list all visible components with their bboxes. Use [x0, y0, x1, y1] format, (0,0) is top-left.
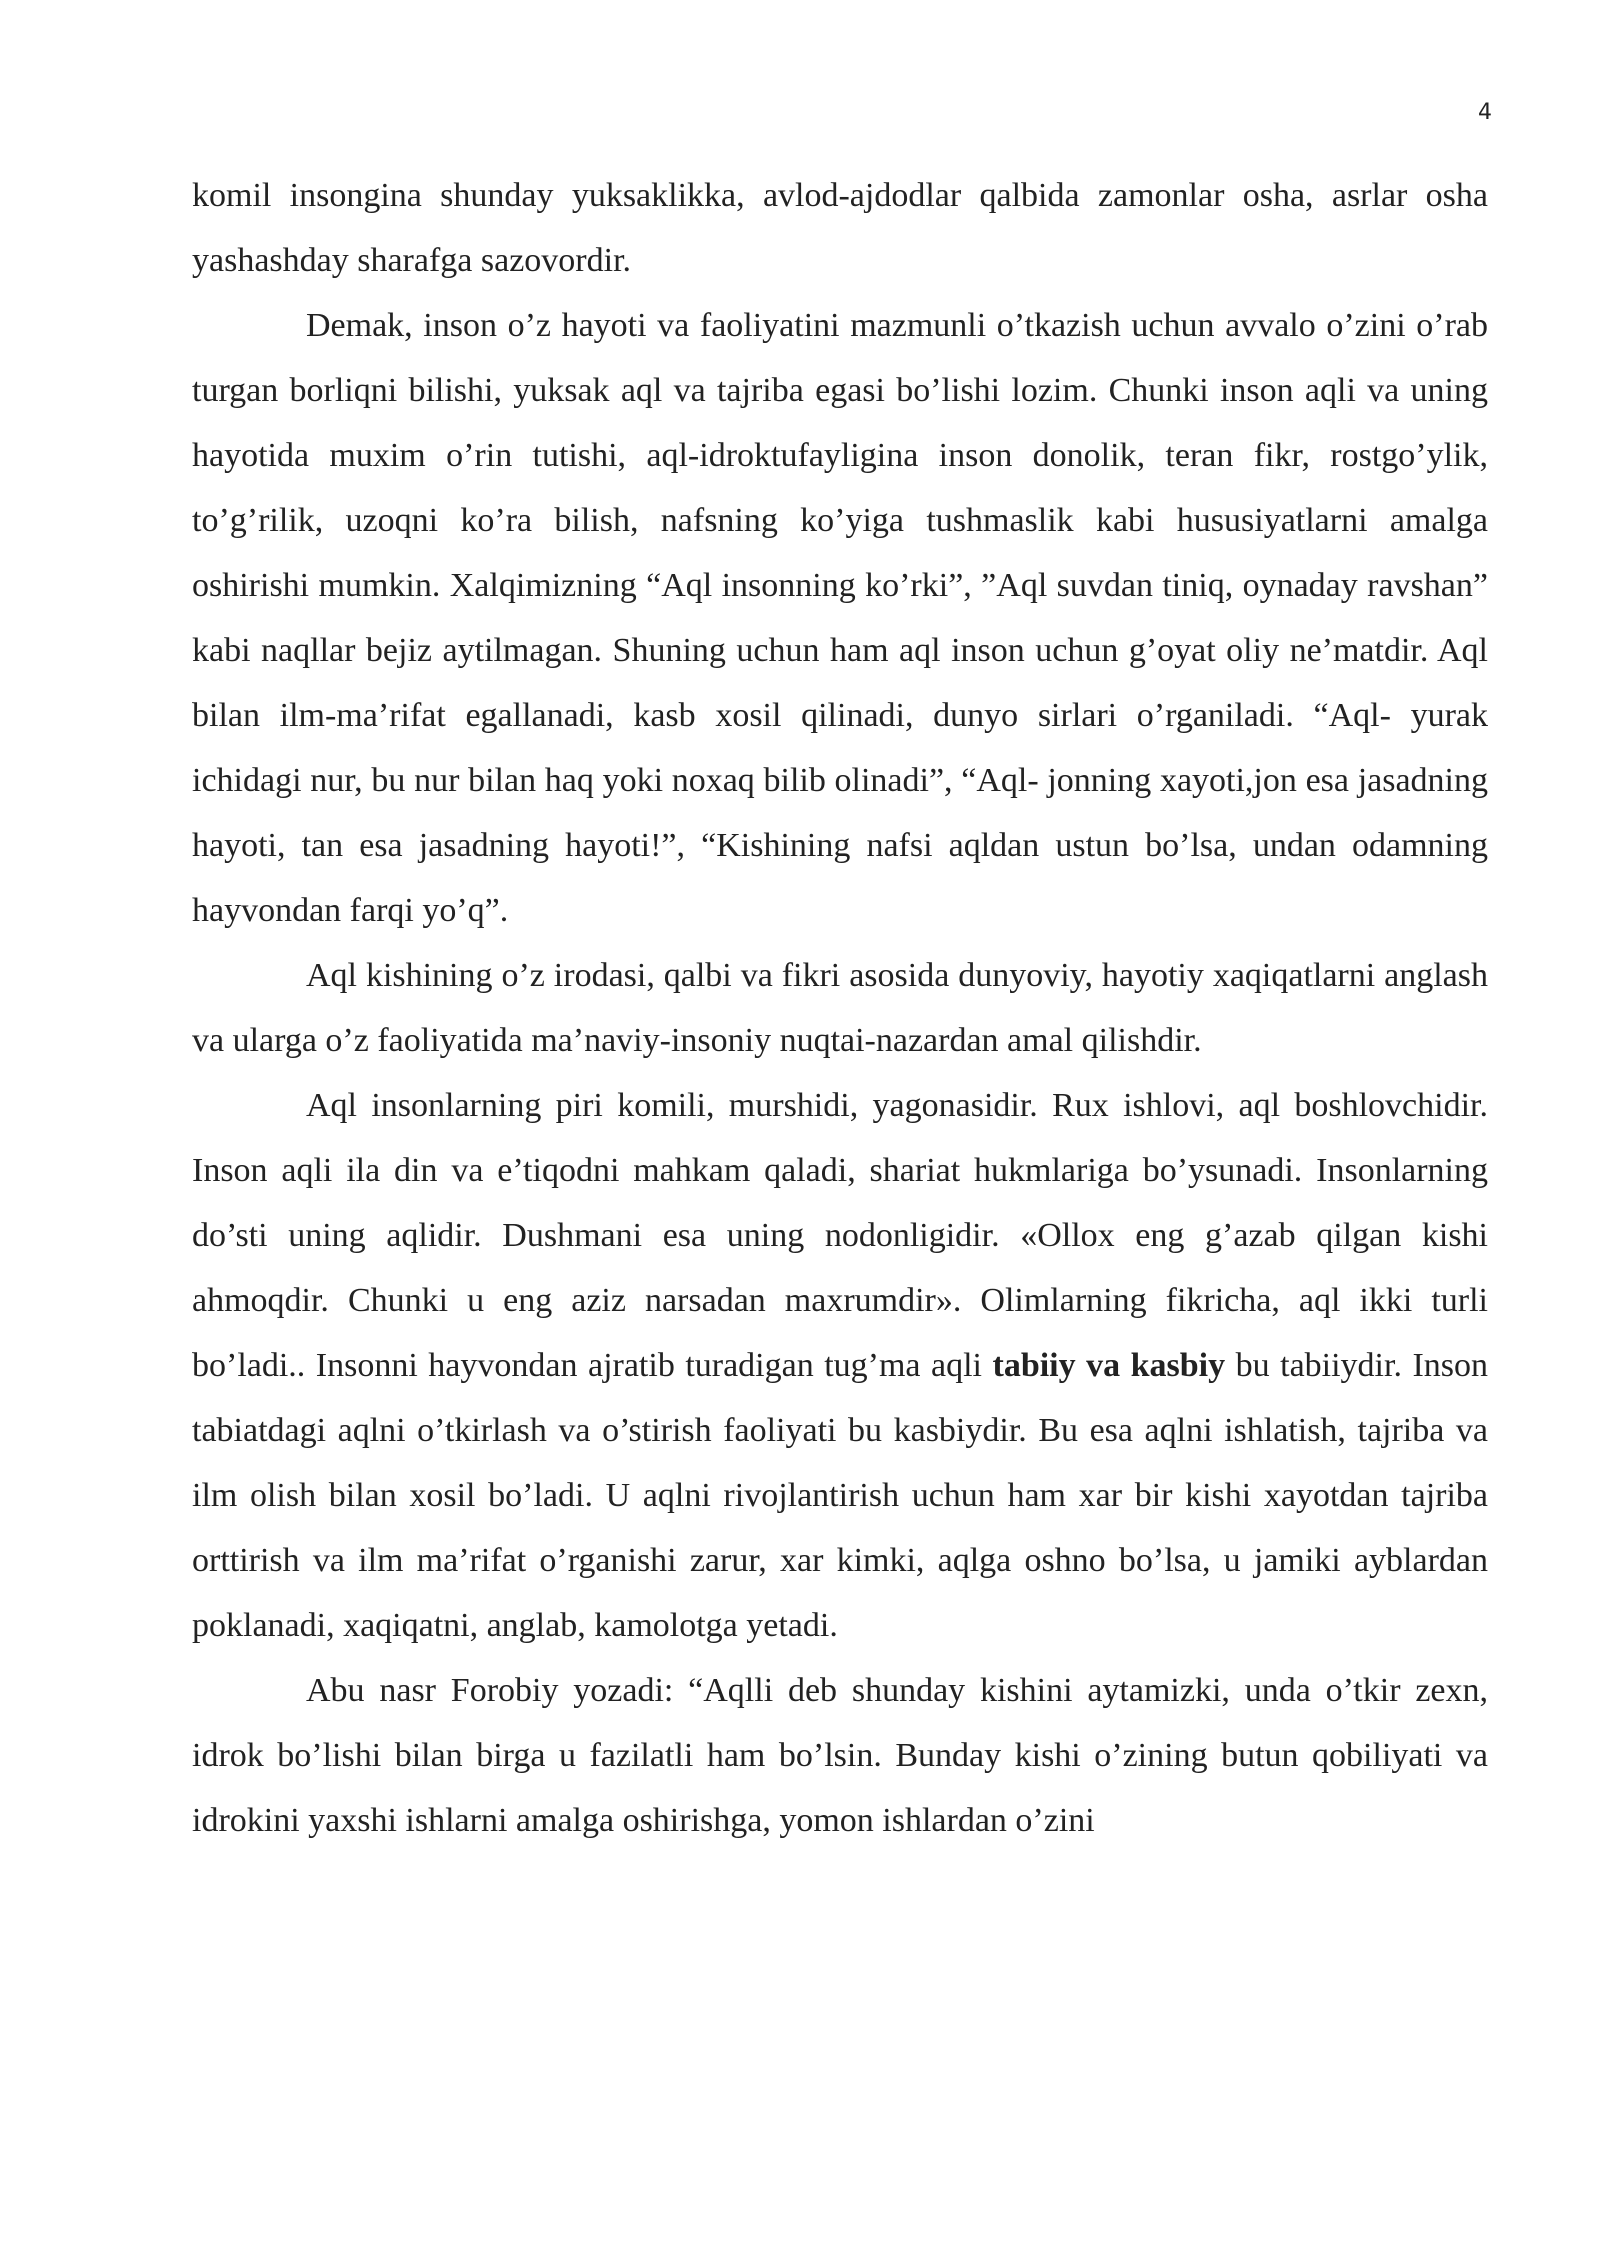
page-number: 4 — [1478, 100, 1492, 125]
body-text — [192, 163, 1488, 1853]
paragraph-2: Demak, inson o’z hayoti va faoliyatini mazmunli o’tkazish uchun avvalo o’zini o’rab turgan borliqni bilishi, yuksak aql va tajriba egasi bo’lishi lozim. Chunki inson aqli va uning hayotida muxim o’rin tutishi, aql-idroktufayligina inson donolik, teran fikr, rostgo’ylik, to’g’rilik, uzoqni ko’ra bilish, nafsning ko’yiga tushmaslik kabi hususiyatlarni amalga oshirishi mumkin. Xalqimizning “Aql insonning ko’rki”, ”Aql suvdan tiniq, oynaday ravshan” kabi naqllar bejiz aytilmagan. Shuning uchun ham aql inson uchun g’oyat oliy ne’matdir. Aql bilan ilm-ma’rifat egallanadi, kasb xosil qilinadi, dunyo sirlari o’rganiladi. “Aql- yurak ichidagi nur, bu nur bilan haq yoki noxaq bilib olinadi”, “Aql- jonning xayoti,jon esa jasadning hayoti, tan esa jasadning hayoti!”, “Kishining nafsi aqldan ustun bo’lsa, undan odamning hayvondan farqi yo’q”. — [192, 307, 1488, 929]
paragraph-1: komil insongina shunday yuksaklikka, avlod-ajdodlar qalbida zamonlar osha, asrlar osha yashashday sharafga sazovordir. — [192, 177, 1488, 279]
paragraph-4-text-start: Aql insonlarning piri komili, murshidi, yagonasidir. Rux ishlovi, aql boshlovchidir. Inson aqli ila din va e’tiqodni mahkam qaladi, shariat hukmlariga bo’ysunadi. Insonlarning do’sti uning aqlidir. Dushmani esa uning nodonligidir. «Ollox eng g’azab qilgan kishi ahmoqdir. Chunki u eng aziz narsadan maxrumdir». Olimlarning fikricha, aql ikki turli bo’ladi.. Insonni hayvondan ajratib turadigan tug’ma aqli — [192, 1087, 1488, 1384]
paragraph-4 — [192, 1073, 1488, 1658]
paragraph-5: Abu nasr Forobiy yozadi: “Aqlli deb shunday kishini aytamizki, unda o’tkir zexn, idrok bo’lishi bilan birga u fazilatli ham bo’lsin. Bunday kishi o’zining butun qobiliyati va idrokini yaxshi ishlarni amalga oshirishga, yomon ishlardan o’zini — [192, 1672, 1488, 1839]
paragraph-3: Aql kishining o’z irodasi, qalbi va fikri asosida dunyoviy, hayotiy xaqiqatlarni anglash va ularga o’z faoliyatida ma’naviy-insoniy nuqtai-nazardan amal qilishdir. — [192, 957, 1488, 1059]
paragraph-4-bold-term: tabiiy va kasbiy — [992, 1347, 1226, 1384]
paragraph-4-text-end: bu tabiiydir. Inson tabiatdagi aqlni o’tkirlash va o’stirish faoliyati bu kasbiydir. Bu esa aqlni ishlatish, tajriba va ilm olish bilan xosil bo’ladi. U aqlni rivojlantirish uchun ham xar bir kishi xayotdan tajriba orttirish va ilm ma’rifat o’rganishi zarur, xar kimki, aqlga oshno bo’lsa, u jamiki ayblardan poklanadi, xaqiqatni, anglab, kamolotga yetadi. — [192, 1347, 1488, 1644]
